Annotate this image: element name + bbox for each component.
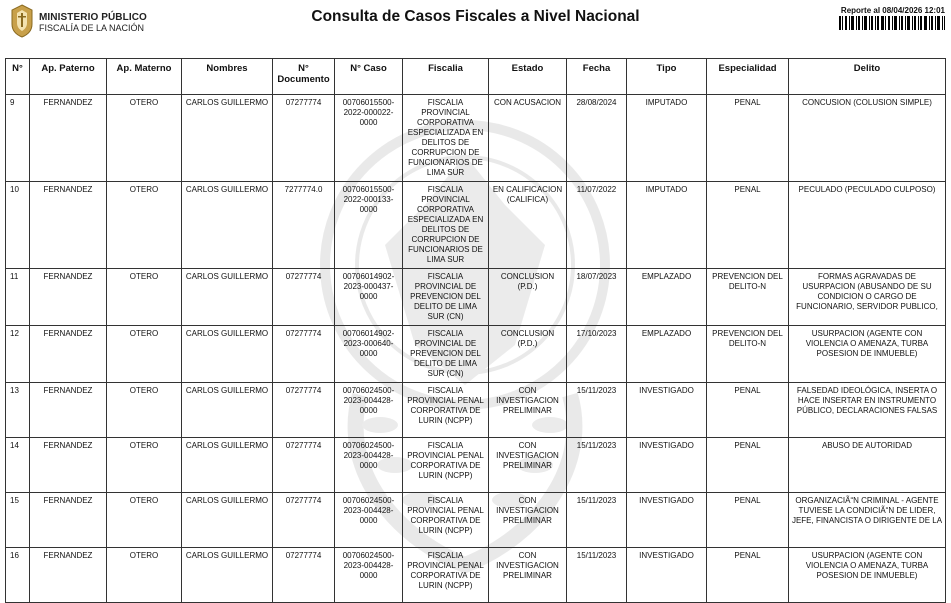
cell-nombres: CARLOS GUILLERMO [182,438,273,493]
cell-fiscalia: FISCALIA PROVINCIAL DE PREVENCION DEL DELITO DE LIMA SUR (CN) [403,326,489,383]
cell-estado: CON INVESTIGACION PRELIMINAR [489,493,567,548]
cell-num: 16 [6,548,30,603]
cell-ap-materno: OTERO [107,493,182,548]
cell-estado: CON INVESTIGACION PRELIMINAR [489,548,567,603]
cell-estado: EN CALIFICACION (CALIFICA) [489,182,567,269]
cell-tipo: IMPUTADO [627,182,707,269]
cell-documento: 7277774.0 [273,182,335,269]
col-header-tipo: Tipo [627,59,707,95]
table-header-row [6,59,946,95]
cell-ap-paterno: FERNANDEZ [30,383,107,438]
cell-nombres: CARLOS GUILLERMO [182,269,273,326]
col-header-nombres: Nombres [182,59,273,95]
col-header-ap-materno: Ap. Materno [107,59,182,95]
cell-tipo: IMPUTADO [627,95,707,182]
cell-fecha: 18/07/2023 [567,269,627,326]
cell-num: 14 [6,438,30,493]
cell-num: 10 [6,182,30,269]
cell-fiscalia: FISCALIA PROVINCIAL PENAL CORPORATIVA DE LURIN (NCPP) [403,383,489,438]
cell-especialidad: PREVENCION DEL DELITO-N [707,269,789,326]
col-header-estado: Estado [489,59,567,95]
cell-especialidad: PREVENCION DEL DELITO-N [707,326,789,383]
cell-num: 15 [6,493,30,548]
cell-fecha: 28/08/2024 [567,95,627,182]
cell-especialidad: PENAL [707,182,789,269]
col-header-especialidad: Especialidad [707,59,789,95]
cell-tipo: INVESTIGADO [627,548,707,603]
cell-delito: USURPACION (AGENTE CON VIOLENCIA O AMENAZA, TURBA POSESION DE INMUEBLE) [789,326,946,383]
table-row [6,95,946,182]
cell-fiscalia: FISCALIA PROVINCIAL CORPORATIVA ESPECIALIZADA EN DELITOS DE CORRUPCION DE FUNCIONARIOS DE LIMA SUR [403,95,489,182]
cell-especialidad: PENAL [707,438,789,493]
table-row [6,383,946,438]
cell-tipo: EMPLAZADO [627,326,707,383]
cell-delito: USURPACION (AGENTE CON VIOLENCIA O AMENAZA, TURBA POSESION DE INMUEBLE) [789,548,946,603]
cell-fiscalia: FISCALIA PROVINCIAL CORPORATIVA ESPECIALIZADA EN DELITOS DE CORRUPCION DE FUNCIONARIOS DE LIMA SUR [403,182,489,269]
page-title: Consulta de Casos Fiscales a Nivel Nacional [311,8,640,25]
cell-especialidad: PENAL [707,548,789,603]
report-date: Reporte al 08/04/2026 12:01 [840,6,945,15]
col-header-caso: N° Caso [335,59,403,95]
cell-ap-materno: OTERO [107,383,182,438]
cell-ap-paterno: FERNANDEZ [30,438,107,493]
cell-caso: 00706014902-2023-000640-0000 [335,326,403,383]
cell-documento: 07277774 [273,383,335,438]
cell-especialidad: PENAL [707,493,789,548]
cell-documento: 07277774 [273,326,335,383]
cell-fiscalia: FISCALIA PROVINCIAL PENAL CORPORATIVA DE LURIN (NCPP) [403,548,489,603]
cell-documento: 07277774 [273,493,335,548]
cell-documento: 07277774 [273,438,335,493]
col-header-fecha: Fecha [567,59,627,95]
cell-delito: ORGANIZACIÃ“N CRIMINAL - AGENTE TUVIESE LA CONDICIÃ“N DE LIDER, JEFE, FINANCISTA O DIRIGENTE DE LA [789,493,946,548]
org-name: MINISTERIO PÚBLICO [39,12,147,23]
cell-documento: 07277774 [273,95,335,182]
cell-caso: 00706015500-2022-000022-0000 [335,95,403,182]
cell-ap-materno: OTERO [107,438,182,493]
cell-caso: 00706024500-2023-004428-0000 [335,438,403,493]
cell-num: 12 [6,326,30,383]
cell-delito: PECULADO (PECULADO CULPOSO) [789,182,946,269]
cell-fiscalia: FISCALIA PROVINCIAL PENAL CORPORATIVA DE LURIN (NCPP) [403,438,489,493]
cell-fiscalia: FISCALIA PROVINCIAL PENAL CORPORATIVA DE LURIN (NCPP) [403,493,489,548]
table-row [6,493,946,548]
cell-caso: 00706024500-2023-004428-0000 [335,493,403,548]
cell-documento: 07277774 [273,548,335,603]
report-header [0,0,951,55]
cell-num: 13 [6,383,30,438]
cell-delito: CONCUSION (COLUSION SIMPLE) [789,95,946,182]
cell-estado: CON INVESTIGACION PRELIMINAR [489,383,567,438]
table-row [6,182,946,269]
cell-estado: CON INVESTIGACION PRELIMINAR [489,438,567,493]
col-header-fiscalia: Fiscalia [403,59,489,95]
cell-ap-paterno: FERNANDEZ [30,493,107,548]
cell-fecha: 15/11/2023 [567,438,627,493]
cell-nombres: CARLOS GUILLERMO [182,95,273,182]
cell-tipo: INVESTIGADO [627,493,707,548]
cell-fiscalia: FISCALIA PROVINCIAL DE PREVENCION DEL DELITO DE LIMA SUR (CN) [403,269,489,326]
table-row [6,548,946,603]
cell-documento: 07277774 [273,269,335,326]
cell-caso: 00706014902-2023-000437-0000 [335,269,403,326]
cell-ap-materno: OTERO [107,95,182,182]
cell-caso: 00706024500-2023-004428-0000 [335,383,403,438]
cell-fecha: 15/11/2023 [567,383,627,438]
cell-delito: ABUSO DE AUTORIDAD [789,438,946,493]
org-subtitle: FISCALÍA DE LA NACIÓN [39,23,145,33]
cell-ap-paterno: FERNANDEZ [30,269,107,326]
cell-nombres: CARLOS GUILLERMO [182,548,273,603]
cell-delito: FORMAS AGRAVADAS DE USURPACION (ABUSANDO DE SU CONDICION O CARGO DE FUNCIONARIO, SERVIDOR PUBLICO, [789,269,946,326]
barcode-icon [839,16,945,30]
cell-ap-paterno: FERNANDEZ [30,548,107,603]
cell-fecha: 15/11/2023 [567,548,627,603]
cell-ap-materno: OTERO [107,326,182,383]
cell-ap-materno: OTERO [107,182,182,269]
cell-ap-paterno: FERNANDEZ [30,182,107,269]
cell-ap-materno: OTERO [107,269,182,326]
cell-ap-materno: OTERO [107,548,182,603]
cell-fecha: 17/10/2023 [567,326,627,383]
table-row [6,326,946,383]
col-header-delito: Delito [789,59,946,95]
cell-num: 11 [6,269,30,326]
cell-tipo: INVESTIGADO [627,438,707,493]
cell-especialidad: PENAL [707,95,789,182]
col-header-ap-paterno: Ap. Paterno [30,59,107,95]
cell-ap-paterno: FERNANDEZ [30,95,107,182]
col-header-num: N° [6,59,30,95]
cell-num: 9 [6,95,30,182]
cell-caso: 00706015500-2022-000133-0000 [335,182,403,269]
cell-tipo: INVESTIGADO [627,383,707,438]
cell-nombres: CARLOS GUILLERMO [182,326,273,383]
table-row [6,438,946,493]
cell-nombres: CARLOS GUILLERMO [182,383,273,438]
cell-nombres: CARLOS GUILLERMO [182,493,273,548]
cell-estado: CONCLUSION (P.D.) [489,326,567,383]
cell-nombres: CARLOS GUILLERMO [182,182,273,269]
cell-caso: 00706024500-2023-004428-0000 [335,548,403,603]
cell-delito: FALSEDAD IDEOLÓGICA, INSERTA O HACE INSERTAR EN INSTRUMENTO PÚBLICO, DECLARACIONES FALSAS [789,383,946,438]
cases-table [5,58,946,603]
cell-tipo: EMPLAZADO [627,269,707,326]
cell-fecha: 15/11/2023 [567,493,627,548]
table-row [6,269,946,326]
cell-estado: CONCLUSION (P.D.) [489,269,567,326]
cell-estado: CON ACUSACION [489,95,567,182]
col-header-documento: N° Documento [273,59,335,95]
cell-especialidad: PENAL [707,383,789,438]
cell-ap-paterno: FERNANDEZ [30,326,107,383]
cell-fecha: 11/07/2022 [567,182,627,269]
